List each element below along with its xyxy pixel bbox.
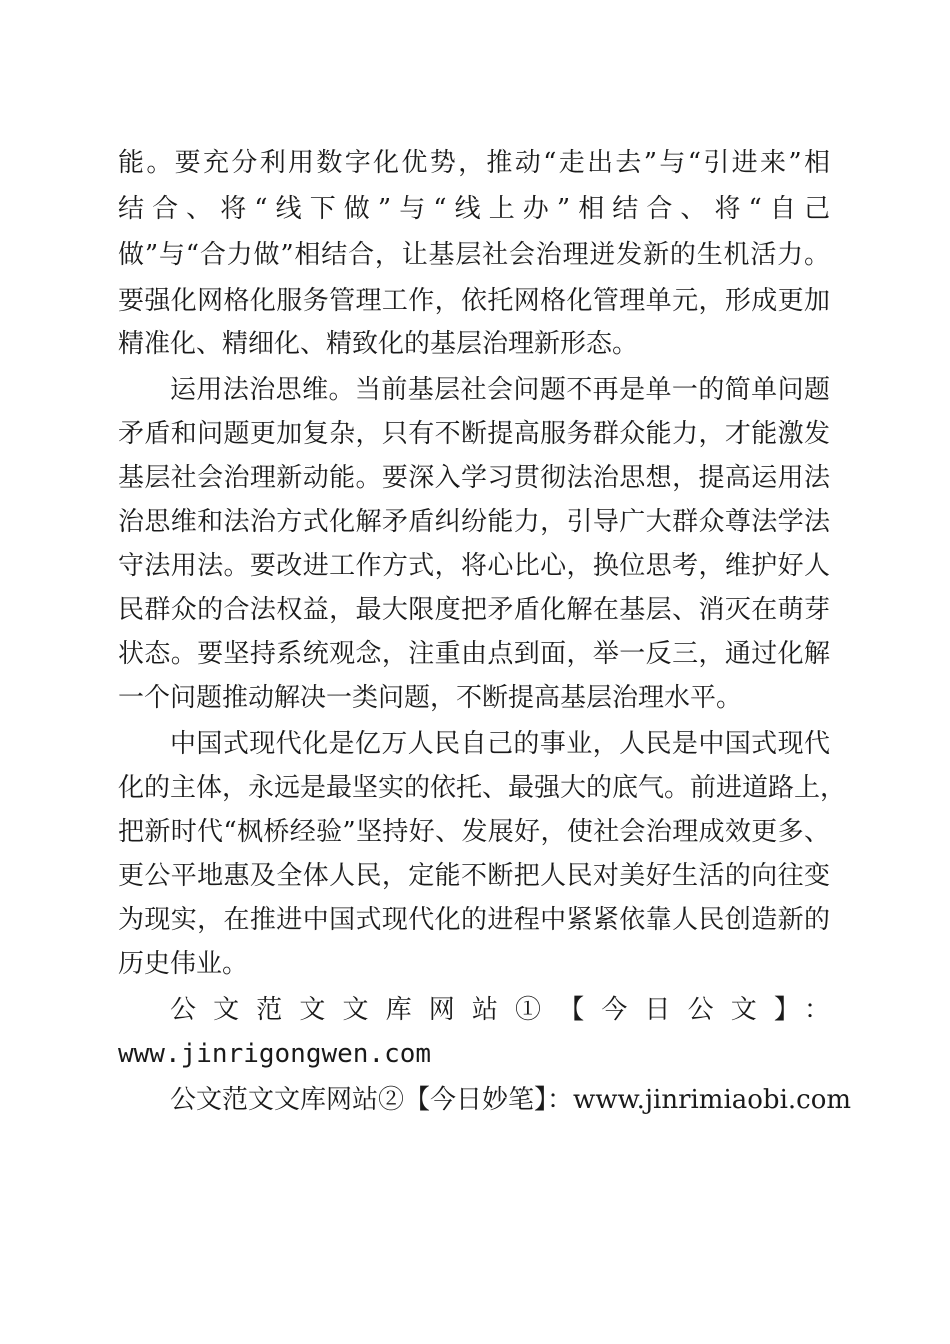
- paragraph-2-line-2: 矛盾和问题更加复杂，只有不断提高服务群众能力，才能激发: [118, 419, 830, 449]
- paragraph-2-line-7: 状态。要坚持系统观念，注重由点到面，举一反三，通过化解: [118, 639, 830, 669]
- paragraph-3-line-2: 化的主体，永远是最坚实的依托、最强大的底气。前进道路上，: [118, 773, 847, 803]
- paragraph-3-line-3: 把新时代“枫桥经验”坚持好、发展好，使社会治理成效更多、: [118, 817, 830, 847]
- footer-site-1-url[interactable]: www.jinrigongwen.com: [118, 1039, 432, 1069]
- footer-site-1-label: 公文范文文库网站①【今日公文】：: [170, 995, 830, 1025]
- paragraph-1-line-3: 做”与“合力做”相结合，让基层社会治理迸发新的生机活力。: [118, 240, 830, 270]
- paragraph-1-line-2: 结合、将“线下做”与“线上办”相结合、将“自己: [118, 194, 830, 224]
- paragraph-1-line-5: 精准化、精细化、精致化的基层治理新形态。: [118, 329, 639, 359]
- paragraph-3-line-5: 为现实，在推进中国式现代化的进程中紧紧依靠人民创造新的: [118, 905, 830, 935]
- footer-site-2-line[interactable]: 公文范文文库网站②【今日妙笔】：www.jinrimiaobi.com: [170, 1085, 852, 1115]
- paragraph-3-line-4: 更公平地惠及全体人民，定能不断把人民对美好生活的向往变: [118, 861, 830, 891]
- paragraph-2-line-3: 基层社会治理新动能。要深入学习贯彻法治思想，提高运用法: [118, 463, 830, 493]
- paragraph-2-line-8: 一个问题推动解决一类问题，不断提高基层治理水平。: [118, 683, 743, 713]
- paragraph-1-line-4: 要强化网格化服务管理工作，依托网格化管理单元，形成更加: [118, 286, 830, 316]
- paragraph-2-line-6: 民群众的合法权益，最大限度把矛盾化解在基层、消灭在萌芽: [118, 595, 830, 625]
- paragraph-2-line-5: 守法用法。要改进工作方式，将心比心，换位思考，维护好人: [118, 551, 830, 581]
- paragraph-1-line-1: 能。要充分利用数字化优势，推动“走出去”与“引进来”相: [118, 148, 830, 178]
- paragraph-3-line-1: 中国式现代化是亿万人民自己的事业，人民是中国式现代: [170, 729, 830, 759]
- paragraph-2-line-1: 运用法治思维。当前基层社会问题不再是单一的简单问题: [170, 375, 830, 405]
- paragraph-2-line-4: 治思维和法治方式化解矛盾纠纷能力，引导广大群众尊法学法: [118, 507, 830, 537]
- paragraph-3-line-6: 历史伟业。: [118, 949, 249, 979]
